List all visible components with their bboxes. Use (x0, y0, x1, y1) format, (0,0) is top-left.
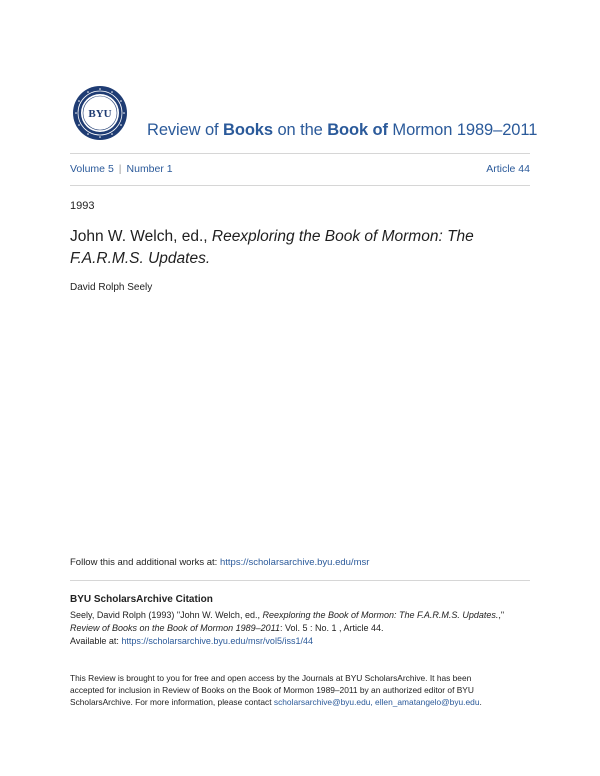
issue-separator: | (118, 163, 122, 175)
article-link[interactable]: Article 44 (486, 163, 530, 175)
seal-text: BYU (88, 108, 112, 120)
journal-title-link[interactable]: Review of Books on the Book of Mormon 1989–2011 (147, 121, 538, 139)
citation-text: Seely, David Rolph (1993) "John W. Welch, ed., Reexploring the Book of Mormon: The F.A.R.M.S. Updates.," Review of Books on the Book of Mormon 1989–2011: Vol. 5 : No. 1 , Article 44. Available at: https://scholarsarchive.byu.edu/msr/vol5/iss1/44 (70, 610, 505, 646)
volume-link[interactable]: Volume 5 (70, 163, 114, 175)
number-link[interactable]: Number 1 (126, 163, 173, 175)
article-title: John W. Welch, ed., Reexploring the Book of Mormon: The F.A.R.M.S. Updates. (70, 228, 474, 267)
access-notice: This Review is brought to you for free and open access by the Journals at BYU ScholarsArchive. It has been accepted for inclusion in Review of Books on the Book of Mormon 1989–2011 by an authorized editor of BYU ScholarsArchive. For more information, please contact scholarsarchive@byu.edu, ellen_amatangelo@byu.edu. (70, 673, 482, 707)
issue-row (70, 163, 530, 177)
divider (70, 185, 530, 186)
follow-line: Follow this and additional works at: https://scholarsarchive.byu.edu/msr (70, 557, 370, 568)
divider (70, 580, 530, 581)
contact-email-link[interactable]: scholarsarchive@byu.edu, (273, 697, 376, 707)
collection-link[interactable]: https://scholarsarchive.byu.edu/msr (219, 557, 370, 568)
citation-heading: BYU ScholarsArchive Citation (70, 594, 213, 605)
contact-email-link-2[interactable]: ellen_amatangelo@byu.edu (375, 697, 480, 707)
byu-seal-icon (72, 85, 128, 141)
citation-link[interactable]: https://scholarsarchive.byu.edu/msr/vol5/iss1/44 (121, 636, 313, 646)
divider (70, 153, 530, 154)
publication-year: 1993 (70, 200, 95, 212)
author-name: David Rolph Seely (70, 282, 153, 293)
